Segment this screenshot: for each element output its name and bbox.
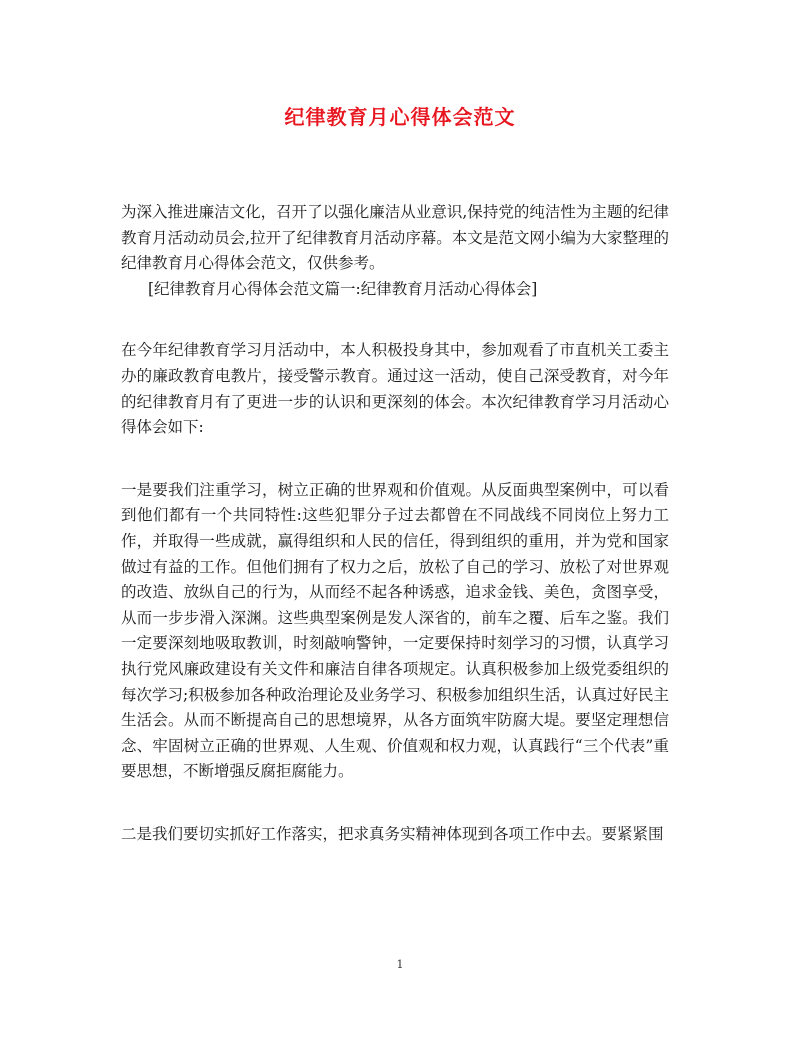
- document-title: 纪律教育月心得体会范文: [284, 105, 516, 129]
- spacer: [121, 785, 669, 822]
- spacer: [121, 302, 669, 338]
- body-paragraph-3: 二是我们要切实抓好工作落实，把求真务实精神体现到各项工作中去。要紧紧围: [121, 824, 664, 843]
- document-body: [121, 200, 669, 847]
- page-number: 1: [396, 958, 404, 971]
- body-paragraph-1: 在今年纪律教育学习月活动中，本人积极投身其中，参加观看了市直机关工委主办的廉政教育电教片，接受警示教育。通过这一活动，使自己深受教育，对今年的纪律教育月有了更进一步的认识和更深刻的体会。本次纪律教育学习月活动心得体会如下:: [121, 341, 669, 437]
- spacer: [121, 441, 669, 478]
- intro-paragraph: 为深入推进廉洁文化，召开了以强化廉洁从业意识,保持党的纯洁性为主题的纪律教育月活动动员会,拉开了纪律教育月活动序幕。本文是范文网小编为大家整理的纪律教育月心得体会范文，仅供参考。: [121, 203, 669, 273]
- body-paragraph-2: 一是要我们注重学习，树立正确的世界观和价值观。从反面典型案例中，可以看到他们都有一个共同特性:这些犯罪分子过去都曾在不同战线不同岗位上努力工作，并取得一些成就，赢得组织和人民的信任，得到组织的重用，并为党和国家做过有益的工作。但他们拥有了权力之后，放松了自己的学习、放松了对世界观的改造、放纵自己的行为，从而经不起各种诱惑，追求金钱、美色，贪图享受，从而一步步滑入深渊。这些典型案例是发人深省的，前车之覆、后车之鉴。我们一定要深刻地吸取教训，时刻敲响警钟，一定要保持时刻学习的习惯，认真学习执行党风廉政建设有关文件和廉洁自律各项规定。认真积极参加上级党委组织的每次学习;积极参加各种政治理论及业务学习、积极参加组织生活，认真过好民主生活会。从而不断提高自己的思想境界，从各方面筑牢防腐大堤。要坚定理想信念、牢固树立正确的世界观、人生观、价值观和权力观，认真践行“三个代表”重要思想，不断增强反腐拒腐能力。: [121, 480, 669, 781]
- section-heading: [纪律教育月心得体会范文篇一:纪律教育月活动心得体会]: [148, 279, 538, 298]
